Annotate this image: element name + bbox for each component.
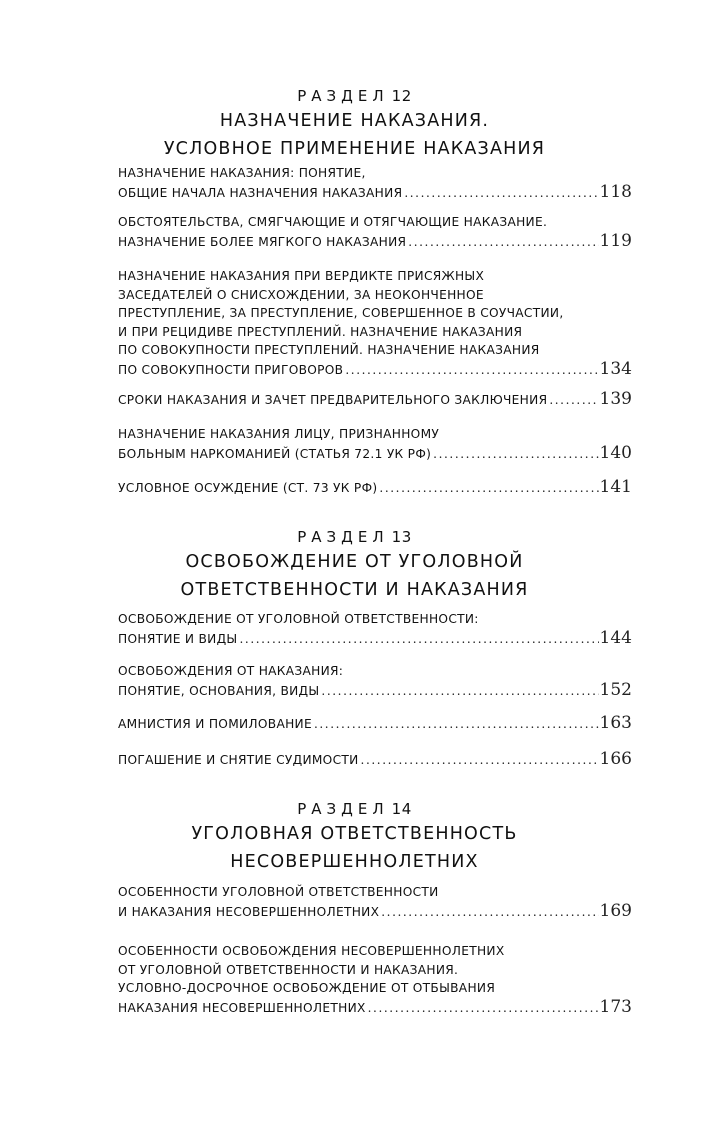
dot-leader — [433, 445, 598, 464]
toc-entry-line: ОСВОБОЖДЕНИЕ ОТ УГОЛОВНОЙ ОТВЕТСТВЕННОСТИ: — [118, 612, 479, 626]
toc-entry-text: И НАКАЗАНИЯ НЕСОВЕРШЕННОЛЕТНИХ — [118, 904, 380, 919]
section-number: 13 — [391, 528, 412, 546]
toc-entry-line: ОСВОБОЖДЕНИЯ ОТ НАКАЗАНИЯ: — [118, 664, 344, 678]
section-14-heading — [0, 798, 709, 876]
toc-entry-last-line — [118, 714, 632, 734]
toc-entry[interactable] — [118, 662, 632, 700]
page-number: 173 — [599, 996, 632, 1017]
toc-entry-text: ПОНЯТИЕ И ВИДЫ — [118, 631, 238, 646]
toc-entry-last-line — [118, 629, 632, 649]
section-label-word: РАЗДЕЛ — [297, 87, 389, 105]
section-13-heading — [0, 526, 709, 604]
toc-entry[interactable] — [118, 478, 632, 498]
section-label-word: РАЗДЕЛ — [297, 800, 389, 818]
section-label-word: РАЗДЕЛ — [297, 528, 389, 546]
toc-entry-text: УСЛОВНОЕ ОСУЖДЕНИЕ (СТ. 73 УК РФ) — [118, 481, 378, 495]
section-number: 12 — [391, 87, 412, 105]
page-number: 152 — [599, 679, 632, 700]
toc-entry-last-line — [118, 681, 632, 701]
toc-entry-text: БОЛЬНЫМ НАРКОМАНИЕЙ (СТАТЬЯ 72.1 УК РФ) — [118, 446, 432, 461]
toc-entry-line: НАЗНАЧЕНИЕ НАКАЗАНИЯ ПРИ ВЕРДИКТЕ ПРИСЯЖНЫХ — [118, 269, 485, 283]
dot-leader — [314, 715, 599, 734]
section-title-line: ОСВОБОЖДЕНИЕ ОТ УГОЛОВНОЙ — [185, 552, 524, 572]
toc-entry-last-line — [118, 390, 632, 410]
toc-entry-line: НАЗНАЧЕНИЕ НАКАЗАНИЯ ЛИЦУ, ПРИЗНАННОМУ — [118, 427, 440, 441]
page-number: 139 — [599, 389, 632, 409]
toc-entry[interactable] — [118, 425, 632, 463]
toc-entry-line: ОБСТОЯТЕЛЬСТВА, СМЯГЧАЮЩИЕ И ОТЯГЧАЮЩИЕ НАКАЗАНИЕ. — [118, 215, 548, 229]
toc-entry-line: И ПРИ РЕЦИДИВЕ ПРЕСТУПЛЕНИЙ. НАЗНАЧЕНИЕ НАКАЗАНИЯ — [118, 324, 523, 339]
toc-entry-text: ПО СОВОКУПНОСТИ ПРИГОВОРОВ — [118, 362, 344, 377]
section-title-line: УСЛОВНОЕ ПРИМЕНЕНИЕ НАКАЗАНИЯ — [163, 139, 546, 159]
dot-leader — [408, 233, 598, 252]
toc-entry[interactable] — [118, 164, 632, 202]
dot-leader — [381, 903, 598, 922]
section-title-line: УГОЛОВНАЯ ОТВЕТСТВЕННОСТЬ — [191, 824, 518, 844]
page-number: 140 — [599, 442, 632, 463]
section-label — [0, 798, 709, 820]
toc-entry-text: НАЗНАЧЕНИЕ БОЛЕЕ МЯГКОГО НАКАЗАНИЯ — [118, 234, 407, 249]
toc-entry-line: ОТ УГОЛОВНОЙ ОТВЕТСТВЕННОСТИ И НАКАЗАНИЯ. — [118, 962, 459, 977]
toc-entry-last-line — [118, 750, 632, 770]
toc-entry[interactable] — [118, 213, 632, 251]
section-label — [0, 85, 709, 107]
dot-leader — [361, 751, 599, 770]
toc-entry-line: УСЛОВНО-ДОСРОЧНОЕ ОСВОБОЖДЕНИЕ ОТ ОТБЫВАНИЯ — [118, 981, 496, 996]
section-label — [0, 526, 709, 548]
toc-entry-text: ПОНЯТИЕ, ОСНОВАНИЯ, ВИДЫ — [118, 683, 320, 698]
toc-entry-last-line — [118, 998, 632, 1018]
dot-leader — [404, 184, 598, 203]
toc-entry-line: ОСОБЕННОСТИ ОСВОБОЖДЕНИЯ НЕСОВЕРШЕННОЛЕТНИХ — [118, 944, 505, 958]
section-title-line: НЕСОВЕРШЕННОЛЕТНИХ — [230, 852, 479, 872]
section-number: 14 — [391, 800, 412, 818]
toc-entry-line: ОСОБЕННОСТИ УГОЛОВНОЙ ОТВЕТСТВЕННОСТИ — [118, 885, 439, 899]
page-number: 144 — [599, 627, 632, 648]
toc-entry-text: ОБЩИЕ НАЧАЛА НАЗНАЧЕНИЯ НАКАЗАНИЯ — [118, 185, 403, 200]
toc-entry[interactable] — [118, 390, 632, 410]
page-number: 119 — [599, 230, 632, 251]
toc-entry-text: СРОКИ НАКАЗАНИЯ И ЗАЧЕТ ПРЕДВАРИТЕЛЬНОГО ЗАКЛЮЧЕНИЯ — [118, 393, 548, 407]
toc-entry-text: АМНИСТИЯ И ПОМИЛОВАНИЕ — [118, 717, 312, 731]
section-12-heading — [0, 85, 709, 163]
section-title-line: НАЗНАЧЕНИЕ НАКАЗАНИЯ. — [219, 111, 490, 131]
toc-entry[interactable] — [118, 883, 632, 921]
toc-entry-last-line — [118, 183, 632, 203]
page-number: 134 — [599, 358, 632, 379]
toc-entry-line: ЗАСЕДАТЕЛЕЙ О СНИСХОЖДЕНИИ, ЗА НЕОКОНЧЕННОЕ — [118, 287, 484, 302]
toc-entry-line: НАЗНАЧЕНИЕ НАКАЗАНИЯ: ПОНЯТИЕ, — [118, 166, 366, 180]
page-number: 118 — [599, 181, 632, 202]
toc-entry[interactable] — [118, 610, 632, 648]
toc-entry-last-line — [118, 902, 632, 922]
toc-entry-line: ПО СОВОКУПНОСТИ ПРЕСТУПЛЕНИЙ. НАЗНАЧЕНИЕ НАКАЗАНИЯ — [118, 343, 540, 358]
page-number: 169 — [599, 900, 632, 921]
dot-leader — [368, 999, 599, 1018]
dot-leader — [239, 630, 598, 649]
toc-entry[interactable] — [118, 714, 632, 734]
dot-leader — [321, 682, 598, 701]
page-number: 166 — [599, 749, 632, 769]
dot-leader — [345, 361, 598, 380]
page-number: 163 — [599, 713, 632, 733]
dot-leader — [379, 479, 598, 498]
section-title-line: ОТВЕТСТВЕННОСТИ И НАКАЗАНИЯ — [180, 580, 529, 600]
toc-entry-text: НАКАЗАНИЯ НЕСОВЕРШЕННОЛЕТНИХ — [118, 1000, 366, 1015]
dot-leader — [549, 391, 598, 410]
toc-entry-last-line — [118, 360, 632, 380]
toc-entry-last-line — [118, 478, 632, 498]
toc-entry[interactable] — [118, 942, 632, 1017]
toc-entry-last-line — [118, 232, 632, 252]
toc-entry-text: ПОГАШЕНИЕ И СНЯТИЕ СУДИМОСТИ — [118, 753, 359, 767]
toc-entry-line: ПРЕСТУПЛЕНИЕ, ЗА ПРЕСТУПЛЕНИЕ, СОВЕРШЕННОЕ В СОУЧАСТИИ, — [118, 306, 564, 321]
toc-entry-last-line — [118, 444, 632, 464]
toc-entry[interactable] — [118, 267, 632, 380]
toc-entry[interactable] — [118, 750, 632, 770]
page-number: 141 — [599, 477, 632, 497]
